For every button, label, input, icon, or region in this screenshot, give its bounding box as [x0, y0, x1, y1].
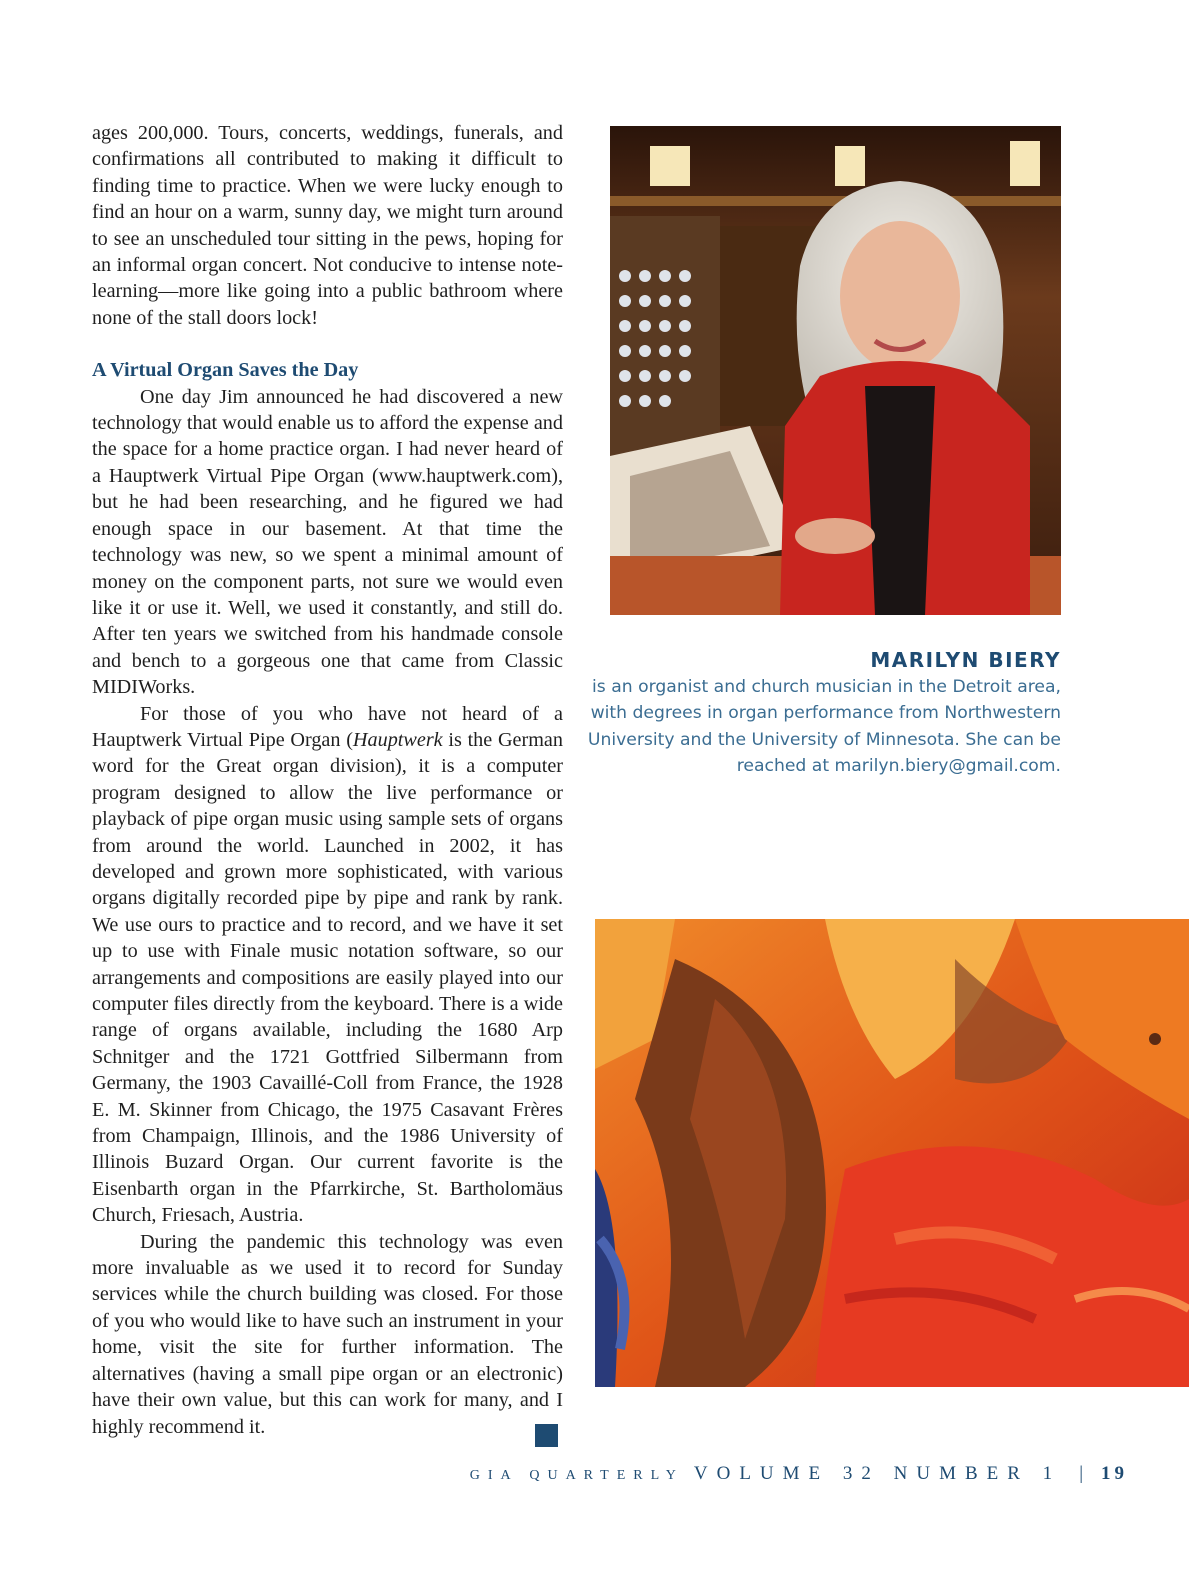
abstract-painting-image — [595, 919, 1189, 1387]
section-heading: A Virtual Organ Saves the Day — [92, 359, 359, 382]
author-photo — [610, 126, 1061, 615]
page-footer — [0, 1463, 1128, 1485]
publication-name: GIA QUARTERLY — [469, 1468, 684, 1483]
paragraph-virtual-organ: One day Jim announced he had discovered a new technology that would enable us to afford the expense and the space for a home practice organ. I had never heard of a Hauptwerk Virtual Pipe Organ (www.hauptwerk.com), but he had been researching, and he figured we had enough space in our basement. At that time the technology was new, so we spent a minimal amount of money on the component parts, not sure we would even like it or use it. Well, we used it constantly, and still do. After ten years we switched from his handmade console and bench to a gorgeous one that came from Classic MIDIWorks. — [92, 385, 563, 699]
footer-separator: | — [1079, 1463, 1083, 1484]
end-of-article-mark — [535, 1424, 558, 1447]
article-column — [92, 120, 563, 1440]
paragraph-hauptwerk — [92, 701, 563, 1229]
author-bio — [585, 646, 1061, 780]
paragraph-hauptwerk-part-a: For those of you who have not heard of a Hauptwerk Virtual Pipe Organ ( — [92, 702, 563, 751]
author-name: MARILYN BIERY — [870, 648, 1061, 672]
author-description: is an organist and church musician in the Detroit area, with degrees in organ performance from Northwestern University and the University of Minnesota. She can be reached at marilyn.biery@gmail.com. — [587, 677, 1061, 777]
paragraph-intro: ages 200,000. Tours, concerts, weddings, funerals, and confirmations all contributed to making it difficult to finding time to practice. When we were lucky enough to find an hour on a warm, sunny day, we might turn around to see an unscheduled tour sitting in the pews, hoping for an informal organ concert. Not conducive to intense note-learning—more like going into a public bathroom where none of the stall doors lock! — [92, 122, 563, 329]
page-number: 19 — [1101, 1463, 1128, 1484]
paragraph-pandemic: During the pandemic this technology was even more invaluable as we used it to record for Sunday services while the church building was closed. For those of you who would like to have such an instrument in your home, visit the site for further information. The alternatives (having a small pipe organ or an electronic) have their own value, but this can work for many, and I highly recommend it. — [92, 1230, 563, 1438]
paragraph-hauptwerk-part-b: is the German word for the Great organ division), it is a computer program designed to allow the live performance or playback of pipe organ music using sample sets of organs from around the world. Launched in 2002, it has developed and grown more sophisticated, with various organs digitally recorded pipe by pipe and rank by rank. We use ours to practice and to record, and we have it set up to use with Finale music notation software, so our arrangements and compositions are easily played into our computer files directly from the keyboard. There is a wide range of organs available, including the 1680 Arp Schnitger and the 1721 Gottfried Silbermann from Germany, the 1903 Cavaillé-Coll from France, the 1928 E. M. Skinner from Chicago, the 1975 Casavant Frères from Champaign, Illinois, and the 1986 University of Illinois Buzard Organ. Our current favorite is the Eisenbarth organ in the Pfarrkirche, St. Bartholomäus Church, Friesach, Austria. — [92, 728, 563, 1227]
hauptwerk-italic: Hauptwerk — [352, 728, 443, 751]
volume-number: VOLUME 32 NUMBER 1 — [693, 1463, 1062, 1484]
